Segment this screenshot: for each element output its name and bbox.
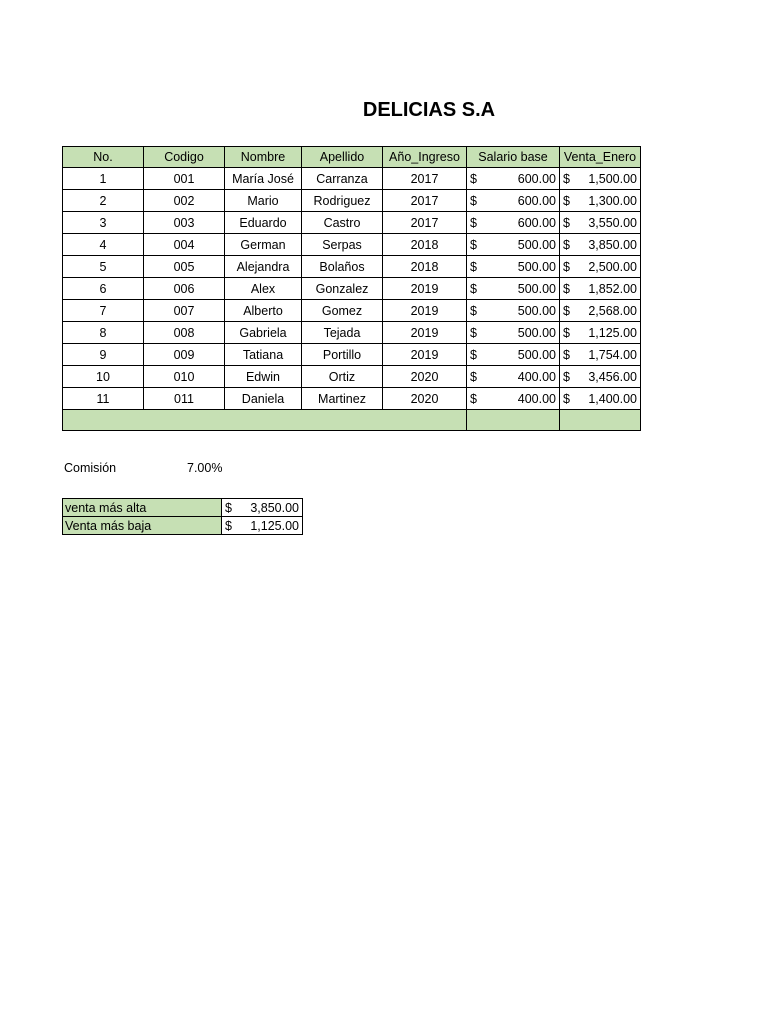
cell-salario-base-amount: 500.00	[517, 347, 556, 362]
cell-salario-base-amount: 400.00	[517, 369, 556, 384]
cell-codigo[interactable]: 004	[144, 234, 225, 256]
currency-symbol: $	[563, 347, 570, 362]
cell-salario-base[interactable]	[467, 168, 560, 190]
lowest-sale-amount: 1,125.00	[250, 518, 300, 533]
cell-anio-ingreso[interactable]: 2019	[383, 278, 467, 300]
summary-row-highest	[63, 499, 303, 517]
currency-symbol: $	[470, 237, 477, 252]
cell-salario-base-amount: 500.00	[517, 325, 556, 340]
cell-apellido[interactable]: Gomez	[302, 300, 383, 322]
cell-nombre[interactable]: Alberto	[225, 300, 302, 322]
cell-anio-ingreso[interactable]: 2018	[383, 256, 467, 278]
lowest-sale-label[interactable]: Venta más baja	[63, 517, 222, 535]
footer-cell-merged[interactable]	[63, 410, 467, 431]
table-row	[63, 278, 641, 300]
lowest-sale-value[interactable]	[222, 517, 303, 535]
cell-codigo[interactable]: 007	[144, 300, 225, 322]
table-row	[63, 322, 641, 344]
cell-apellido[interactable]: Carranza	[302, 168, 383, 190]
cell-apellido[interactable]: Bolaños	[302, 256, 383, 278]
cell-nombre[interactable]: Eduardo	[225, 212, 302, 234]
cell-no[interactable]: 11	[63, 388, 144, 410]
cell-no[interactable]: 7	[63, 300, 144, 322]
header-codigo[interactable]: Codigo	[144, 147, 225, 168]
cell-anio-ingreso[interactable]: 2019	[383, 300, 467, 322]
cell-apellido[interactable]: Tejada	[302, 322, 383, 344]
cell-venta-enero[interactable]	[560, 278, 641, 300]
cell-venta-enero[interactable]	[560, 344, 641, 366]
cell-salario-base-amount: 600.00	[517, 215, 556, 230]
commission-value[interactable]: 7.00%	[187, 461, 223, 475]
highest-sale-value[interactable]	[222, 499, 303, 517]
cell-salario-base-amount: 600.00	[517, 171, 556, 186]
cell-anio-ingreso[interactable]: 2017	[383, 168, 467, 190]
cell-venta-enero[interactable]	[560, 190, 641, 212]
currency-symbol: $	[563, 281, 570, 296]
cell-apellido[interactable]: Gonzalez	[302, 278, 383, 300]
summary-row-lowest	[63, 517, 303, 535]
header-nombre[interactable]: Nombre	[225, 147, 302, 168]
currency-symbol: $	[470, 215, 477, 230]
header-no[interactable]: No.	[63, 147, 144, 168]
cell-apellido[interactable]: Rodriguez	[302, 190, 383, 212]
cell-anio-ingreso[interactable]: 2018	[383, 234, 467, 256]
table-row	[63, 190, 641, 212]
table-row	[63, 388, 641, 410]
cell-salario-base[interactable]	[467, 234, 560, 256]
cell-no[interactable]: 10	[63, 366, 144, 388]
cell-codigo[interactable]: 005	[144, 256, 225, 278]
cell-salario-base[interactable]	[467, 300, 560, 322]
cell-no[interactable]: 2	[63, 190, 144, 212]
cell-codigo[interactable]: 010	[144, 366, 225, 388]
cell-venta-enero-amount: 3,456.00	[588, 369, 637, 384]
table-row	[63, 168, 641, 190]
currency-symbol: $	[225, 500, 232, 515]
cell-salario-base[interactable]	[467, 344, 560, 366]
cell-codigo[interactable]: 008	[144, 322, 225, 344]
table-row	[63, 344, 641, 366]
cell-venta-enero[interactable]	[560, 322, 641, 344]
currency-symbol: $	[470, 193, 477, 208]
table-row	[63, 212, 641, 234]
cell-no[interactable]: 6	[63, 278, 144, 300]
cell-codigo[interactable]: 006	[144, 278, 225, 300]
cell-no[interactable]: 5	[63, 256, 144, 278]
cell-venta-enero[interactable]	[560, 366, 641, 388]
cell-anio-ingreso[interactable]: 2017	[383, 190, 467, 212]
cell-apellido[interactable]: Ortiz	[302, 366, 383, 388]
cell-venta-enero-amount: 1,500.00	[588, 171, 637, 186]
cell-codigo[interactable]: 002	[144, 190, 225, 212]
cell-salario-base-amount: 500.00	[517, 303, 556, 318]
cell-no[interactable]: 4	[63, 234, 144, 256]
table-row	[63, 256, 641, 278]
currency-symbol: $	[470, 347, 477, 362]
header-apellido[interactable]: Apellido	[302, 147, 383, 168]
cell-apellido[interactable]: Serpas	[302, 234, 383, 256]
cell-nombre[interactable]: Edwin	[225, 366, 302, 388]
cell-venta-enero-amount: 1,852.00	[588, 281, 637, 296]
cell-anio-ingreso[interactable]: 2020	[383, 388, 467, 410]
cell-anio-ingreso[interactable]: 2020	[383, 366, 467, 388]
cell-codigo[interactable]: 003	[144, 212, 225, 234]
cell-no[interactable]: 9	[63, 344, 144, 366]
cell-apellido[interactable]: Martinez	[302, 388, 383, 410]
currency-symbol: $	[470, 281, 477, 296]
cell-nombre[interactable]: Alejandra	[225, 256, 302, 278]
cell-venta-enero-amount: 1,125.00	[588, 325, 637, 340]
cell-venta-enero[interactable]	[560, 388, 641, 410]
table-header-row	[63, 147, 641, 168]
table-row	[63, 234, 641, 256]
cell-anio-ingreso[interactable]: 2019	[383, 344, 467, 366]
currency-symbol: $	[563, 171, 570, 186]
cell-salario-base-amount: 500.00	[517, 281, 556, 296]
commission-label: Comisión	[64, 461, 117, 475]
cell-nombre[interactable]: Tatiana	[225, 344, 302, 366]
currency-symbol: $	[563, 237, 570, 252]
cell-venta-enero-amount: 2,568.00	[588, 303, 637, 318]
currency-symbol: $	[470, 259, 477, 274]
cell-anio-ingreso[interactable]: 2017	[383, 212, 467, 234]
summary-table	[62, 498, 303, 535]
footer-cell-venta[interactable]	[560, 410, 641, 431]
cell-no[interactable]: 8	[63, 322, 144, 344]
highest-sale-amount: 3,850.00	[250, 500, 300, 515]
cell-codigo[interactable]: 009	[144, 344, 225, 366]
currency-symbol: $	[225, 518, 232, 533]
cell-venta-enero[interactable]	[560, 234, 641, 256]
cell-venta-enero-amount: 1,754.00	[588, 347, 637, 362]
cell-venta-enero-amount: 1,300.00	[588, 193, 637, 208]
currency-symbol: $	[470, 303, 477, 318]
cell-nombre[interactable]: Daniela	[225, 388, 302, 410]
cell-no[interactable]: 1	[63, 168, 144, 190]
employee-table	[62, 146, 641, 431]
currency-symbol: $	[563, 325, 570, 340]
footer-cell-salario[interactable]	[467, 410, 560, 431]
currency-symbol: $	[563, 259, 570, 274]
table-row	[63, 366, 641, 388]
cell-apellido[interactable]: Portillo	[302, 344, 383, 366]
cell-salario-base[interactable]	[467, 256, 560, 278]
cell-salario-base-amount: 500.00	[517, 259, 556, 274]
cell-salario-base[interactable]	[467, 278, 560, 300]
cell-nombre[interactable]: Alex	[225, 278, 302, 300]
cell-nombre[interactable]: María José	[225, 168, 302, 190]
cell-nombre[interactable]: Mario	[225, 190, 302, 212]
currency-symbol: $	[470, 171, 477, 186]
cell-anio-ingreso[interactable]: 2019	[383, 322, 467, 344]
header-anio-ingreso[interactable]: Año_Ingreso	[383, 147, 467, 168]
cell-apellido[interactable]: Castro	[302, 212, 383, 234]
cell-venta-enero-amount: 2,500.00	[588, 259, 637, 274]
cell-no[interactable]: 3	[63, 212, 144, 234]
cell-salario-base[interactable]	[467, 388, 560, 410]
page-title: DELICIAS S.A	[362, 99, 496, 121]
cell-nombre[interactable]: German	[225, 234, 302, 256]
cell-salario-base[interactable]	[467, 366, 560, 388]
cell-salario-base[interactable]	[467, 322, 560, 344]
cell-venta-enero[interactable]	[560, 168, 641, 190]
currency-symbol: $	[563, 303, 570, 318]
cell-salario-base-amount: 500.00	[517, 237, 556, 252]
currency-symbol: $	[470, 369, 477, 384]
cell-venta-enero[interactable]	[560, 212, 641, 234]
cell-salario-base-amount: 600.00	[517, 193, 556, 208]
header-salario-base[interactable]: Salario base	[467, 147, 560, 168]
cell-nombre[interactable]: Gabriela	[225, 322, 302, 344]
currency-symbol: $	[470, 325, 477, 340]
currency-symbol: $	[470, 391, 477, 406]
cell-venta-enero[interactable]	[560, 300, 641, 322]
highest-sale-label[interactable]: venta más alta	[63, 499, 222, 517]
cell-salario-base-amount: 400.00	[517, 391, 556, 406]
cell-venta-enero-amount: 3,850.00	[588, 237, 637, 252]
currency-symbol: $	[563, 193, 570, 208]
cell-salario-base[interactable]	[467, 190, 560, 212]
currency-symbol: $	[563, 391, 570, 406]
cell-venta-enero-amount: 3,550.00	[588, 215, 637, 230]
table-row	[63, 300, 641, 322]
table-footer-row	[63, 410, 641, 431]
header-venta-enero[interactable]: Venta_Enero	[560, 147, 641, 168]
cell-codigo[interactable]: 001	[144, 168, 225, 190]
cell-venta-enero[interactable]	[560, 256, 641, 278]
currency-symbol: $	[563, 369, 570, 384]
currency-symbol: $	[563, 215, 570, 230]
cell-venta-enero-amount: 1,400.00	[588, 391, 637, 406]
cell-salario-base[interactable]	[467, 212, 560, 234]
cell-codigo[interactable]: 011	[144, 388, 225, 410]
